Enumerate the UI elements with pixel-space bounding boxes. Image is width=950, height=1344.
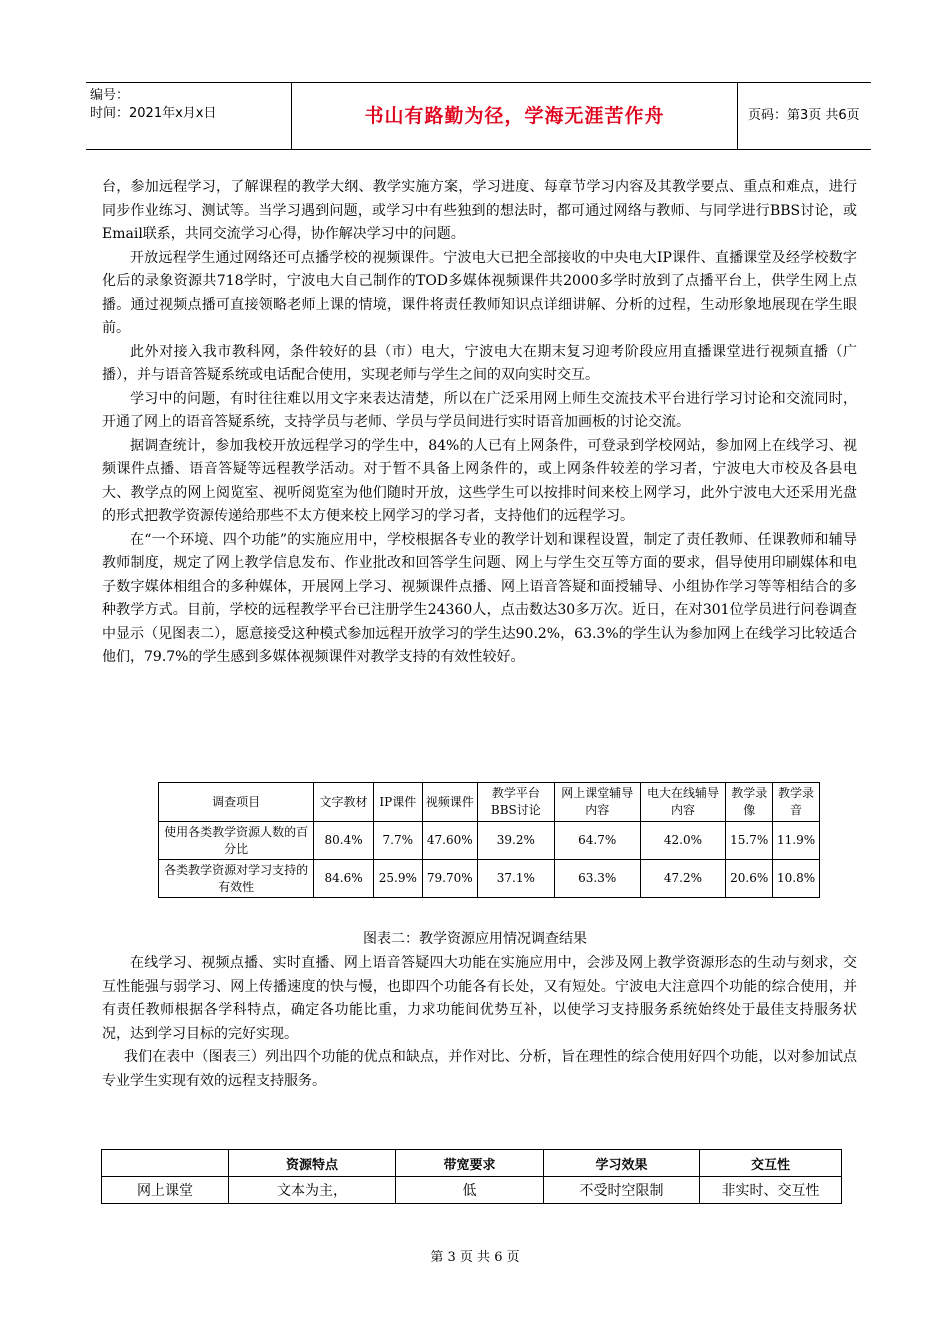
table-cell: 10.8% — [773, 860, 820, 898]
table-cell: 不受时空限制 — [544, 1177, 700, 1204]
table-header-cell: 教学录音 — [773, 783, 820, 822]
time-label: 时间：2021年x月x日 — [90, 106, 217, 121]
table-cell: 47.60% — [422, 822, 477, 860]
table-header-cell: 交互性 — [700, 1150, 842, 1177]
page-header — [86, 82, 871, 150]
table-caption: 图表二：教学资源应用情况调查结果 — [363, 931, 587, 947]
table-header-cell: 电大在线辅导内容 — [640, 783, 726, 822]
paragraph: 台，参加远程学习，了解课程的教学大纲、教学实施方案，学习进度、每章节学习内容及其教学要点、重点和难点，进行同步作业练习、测试等。当学习遇到问题，或学习中有些独到的想法时，都可通过网络与教师、与同学进行BBS讨论，或Email联系，共同交流学习心得，协作解决学习中的问题。 — [102, 179, 857, 242]
table-row-label: 各类教学资源对学习支持的有效性 — [159, 860, 314, 898]
table-cell: 84.6% — [314, 860, 374, 898]
paragraph: 此外对接入我市教科网，条件较好的县（市）电大，宁波电大在期末复习迎考阶段应用直播课堂进行视频直播（广播），并与语音答疑系统或电话配合使用，实现老师与学生之间的双向实时交互。 — [102, 343, 857, 383]
table-cell: 7.7% — [373, 822, 422, 860]
paragraph: 我们在表中（图表三）列出四个功能的优点和缺点，并作对比、分析，旨在理性的综合使用好四个功能，以对参加试点专业学生实现有效的远程支持服务。 — [102, 1049, 857, 1089]
table-row — [102, 1177, 842, 1204]
table-row-label: 使用各类教学资源人数的百分比 — [159, 822, 314, 860]
paragraph: 在线学习、视频点播、实时直播、网上语音答疑四大功能在实施应用中，会涉及网上教学资源形态的生动与刻求，交互性能强与弱学习、网上传播速度的快与慢，也即四个功能各有长处，又有短处。宁波电大注意四个功能的综合使用，并有责任教师根据各学科特点，确定各功能比重，力求功能间优势互补，以使学习支持服务系统始终处于最佳支持服务状况，达到学习目标的完好实现。 — [102, 955, 857, 1042]
table-cell: 文本为主， — [229, 1177, 396, 1204]
table-header-cell: 文字教材 — [314, 783, 374, 822]
page-footer: 第 3 页 共 6 页 — [430, 1250, 520, 1265]
table-cell: 79.70% — [422, 860, 477, 898]
table-cell: 42.0% — [640, 822, 726, 860]
table-header-cell: 学习效果 — [544, 1150, 700, 1177]
table-cell: 39.2% — [477, 822, 554, 860]
paragraph: 学习中的问题，有时往往难以用文字来表达清楚，所以在广泛采用网上师生交流技术平台进行学习讨论和交流同时，开通了网上的语音答疑系统，支持学员与老师、学员与学员间进行实时语音加画板的讨论交流。 — [102, 390, 857, 430]
motto: 书山有路勤为径，学海无涯苦作舟 — [291, 83, 738, 149]
paragraph: 据调查统计，参加我校开放远程学习的学生中，84%的人已有上网条件，可登录到学校网站，参加网上在线学习、视频课件点播、语音答疑等远程教学活动。对于暂不具备上网条件的，或上网条件较差的学习者，宁波电大市校及各县电大、教学点的网上阅览室、视听阅览室为他们随时开放，这些学生可以按排时间来校上网学习，此外宁波电大还采用光盘的形式把教学资源传递给那些不太方便来校上网学习的学习者，支持他们的远程学习。 — [102, 437, 857, 524]
survey-table — [158, 782, 820, 898]
table-header-cell: 教学平台BBS讨论 — [477, 783, 554, 822]
number-label: 编号： — [90, 88, 130, 103]
table-header-row — [102, 1150, 842, 1177]
table-header-cell: 调查项目 — [159, 783, 314, 822]
paragraph: 在“一个环境、四个功能”的实施应用中，学校根据各专业的教学计划和课程设置，制定了责任教师、任课教师和辅导教师制度，规定了网上教学信息发布、作业批改和回答学生问题、网上与学生交互等方面的要求，倡导使用印刷媒体和电子数字媒体相组合的多种媒体，开展网上学习、视频课件点播、网上语音答疑和面授辅导、小组协作学习等等相结合的多种教学方式。目前，学校的远程教学平台已注册学生24360人，点击数达30多万次。近日，在对301位学员进行问卷调查中显示（见图表二），愿意接受这种模式参加远程开放学习的学生达90.2%，63.3%的学生认为参加网上在线学习比较适合他们，79.7%的学生感到多媒体视频课件对教学支持的有效性较好。 — [102, 531, 857, 665]
table-cell: 80.4% — [314, 822, 374, 860]
table-header-cell: 视频课件 — [422, 783, 477, 822]
table-row — [159, 860, 820, 898]
table-cell: 25.9% — [373, 860, 422, 898]
table-header-row — [159, 783, 820, 822]
body-text — [102, 176, 857, 670]
table-row — [159, 822, 820, 860]
function-table — [101, 1149, 842, 1204]
table-cell: 64.7% — [554, 822, 640, 860]
table-cell: 20.6% — [726, 860, 773, 898]
table-cell: 47.2% — [640, 860, 726, 898]
table-cell: 网上课堂 — [102, 1177, 229, 1204]
table-cell: 11.9% — [773, 822, 820, 860]
paragraph: 开放远程学生通过网络还可点播学校的视频课件。宁波电大已把全部接收的中央电大IP课件、直播课堂及经学校数字化后的录象资源共718学时，宁波电大自己制作的TOD多媒体视频课件共2000多学时放到了点播平台上，供学生网上点播。通过视频点播可直接领略老师上课的情境，课件将责任教师知识点详细讲解、分析的过程，生动形象地展现在学生眼前。 — [102, 249, 857, 336]
table-header-cell: 教学录像 — [726, 783, 773, 822]
table-header-cell: 带宽要求 — [396, 1150, 544, 1177]
table-cell: 63.3% — [554, 860, 640, 898]
body-text-2 — [102, 952, 857, 1093]
table-cell: 15.7% — [726, 822, 773, 860]
table-cell: 非实时、交互性 — [700, 1177, 842, 1204]
table-cell: 37.1% — [477, 860, 554, 898]
table-header-cell: 网上课堂辅导内容 — [554, 783, 640, 822]
table-header-cell — [102, 1150, 229, 1177]
page-label: 页码：第3页 共6页 — [748, 108, 860, 123]
table-header-cell: 资源特点 — [229, 1150, 396, 1177]
header-meta — [90, 87, 290, 145]
table-cell: 低 — [396, 1177, 544, 1204]
table-header-cell: IP课件 — [373, 783, 422, 822]
